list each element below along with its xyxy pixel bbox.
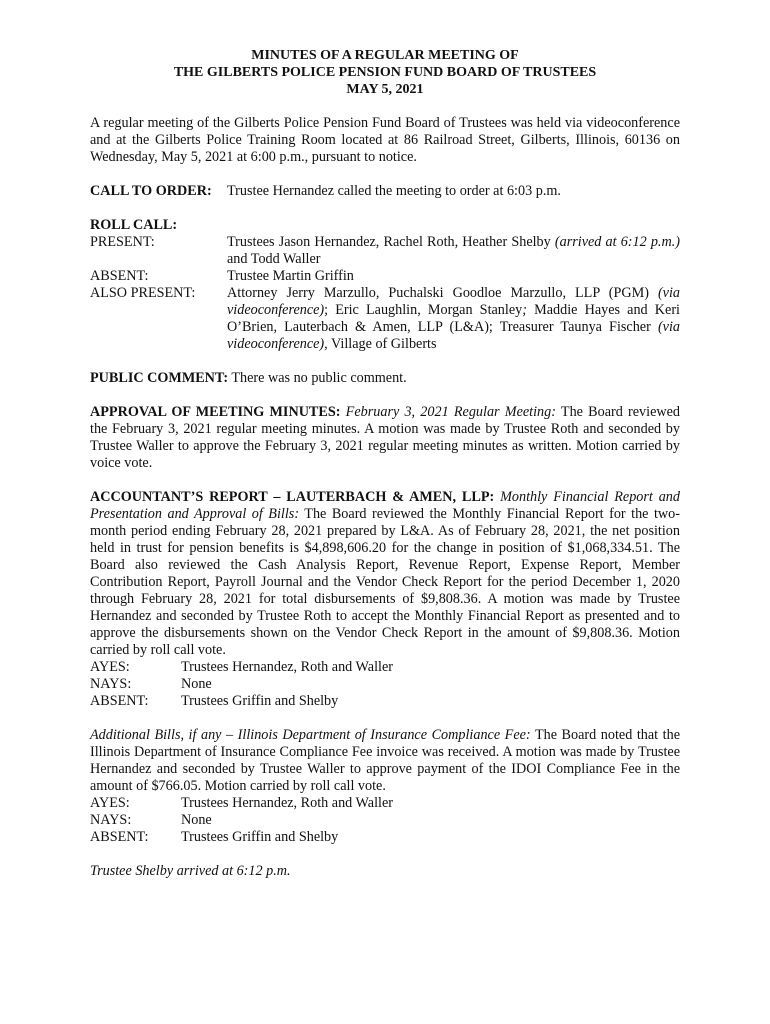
shelby-arrival-note: Trustee Shelby arrived at 6:12 p.m.: [90, 863, 291, 879]
also-part-7: , Village of Gilberts: [324, 336, 437, 352]
nays-text: None: [181, 676, 212, 692]
also-part-4: ;: [522, 302, 527, 318]
bills-absent-label: ABSENT:: [90, 829, 149, 845]
bills-ayes-label: AYES:: [90, 795, 130, 811]
accountant-nays: [90, 676, 680, 693]
additional-bills-subheading: Additional Bills, if any – Illinois Department of Insurance Compliance Fee:: [90, 727, 531, 743]
present-names: Trustees Jason Hernandez, Rachel Roth, Heather Shelby: [227, 234, 555, 250]
roll-call-section: [90, 217, 680, 353]
title-line-3: MAY 5, 2021: [346, 82, 424, 97]
ayes-label: AYES:: [90, 659, 130, 675]
absent-label: ABSENT:: [90, 268, 149, 284]
vote-absent-label: ABSENT:: [90, 693, 149, 709]
approval-text: The Board reviewed the February 3, 2021 regular meeting minutes. A motion was made by Trustee Roth and seconded by Trustee Waller to approve the February 3, 2021 regular meeting minutes as written. Motion carried by voice vote.: [90, 404, 681, 471]
also-part-6: (via videoconference): [227, 319, 680, 352]
vote-absent-text: Trustees Griffin and Shelby: [181, 693, 339, 709]
public-comment-text: There was no public comment.: [228, 370, 407, 386]
nays-label: NAYS:: [90, 676, 132, 692]
bills-absent-text: Trustees Griffin and Shelby: [181, 829, 339, 845]
also-part-3: ; Eric Laughlin, Morgan Stanley: [324, 302, 523, 318]
bills-nays: [90, 812, 680, 829]
accountant-label: ACCOUNTANT’S REPORT – LAUTERBACH & AMEN, LLP:: [90, 489, 495, 505]
call-to-order: [90, 183, 680, 200]
roll-call-absent: [90, 268, 680, 285]
approval-subheading: February 3, 2021 Regular Meeting:: [340, 404, 556, 420]
public-comment: [90, 370, 680, 387]
accountant-subheading: Monthly Financial Report and Presentation and Approval of Bills:: [90, 489, 680, 522]
call-to-order-text: Trustee Hernandez called the meeting to order at 6:03 p.m.: [227, 183, 561, 199]
intro-paragraph: A regular meeting of the Gilberts Police Pension Fund Board of Trustees was held via videoconference and at the Gilberts Police Training Room located at 86 Railroad Street, Gilberts, Illinois, 60136 on Wednesday, May 5, 2021 at 6:00 p.m., pursuant to notice.: [90, 115, 680, 165]
bills-ayes: [90, 795, 680, 812]
also-present-text: [227, 285, 680, 353]
document-title: [90, 47, 680, 98]
present-label: PRESENT:: [90, 234, 155, 250]
bills-nays-text: None: [181, 812, 212, 828]
approval-minutes: [90, 404, 680, 472]
also-part-1: Attorney Jerry Marzullo, Puchalski Goodloe Marzullo, LLP (PGM): [227, 285, 658, 301]
present-arrival-note: (arrived at 6:12 p.m.): [554, 234, 680, 250]
title-line-2: THE GILBERTS POLICE PENSION FUND BOARD OF TRUSTEES: [173, 65, 597, 80]
also-part-5: Maddie Hayes and Keri O’Brien, Lauterbach & Amen, LLP (L&A); Treasurer Taunya Fischer: [227, 302, 680, 335]
accountant-report: [90, 489, 680, 710]
absent-text: Trustee Martin Griffin: [227, 268, 354, 284]
accountant-paragraph: [90, 489, 680, 659]
roll-call-present: [90, 234, 680, 268]
also-present-label: ALSO PRESENT:: [90, 285, 196, 301]
additional-bills-paragraph: [90, 727, 680, 795]
ayes-text: Trustees Hernandez, Roth and Waller: [181, 659, 394, 675]
additional-bills-text: The Board noted that the Illinois Department of Insurance Compliance Fee invoice was received. A motion was made by Trustee Hernandez and seconded by Trustee Waller to approve payment of the IDOI Compliance Fee in the amount of $766.05. Motion carried by roll call vote.: [90, 727, 680, 794]
approval-label: APPROVAL OF MEETING MINUTES:: [90, 404, 341, 420]
public-comment-label: PUBLIC COMMENT:: [90, 370, 229, 386]
present-text: [227, 234, 680, 268]
bills-absent: [90, 829, 680, 846]
bills-nays-label: NAYS:: [90, 812, 132, 828]
bills-ayes-text: Trustees Hernandez, Roth and Waller: [181, 795, 394, 811]
present-names-2: and Todd Waller: [227, 251, 321, 267]
title-line-1: MINUTES OF A REGULAR MEETING OF: [251, 48, 519, 63]
accountant-text: The Board reviewed the Monthly Financial Report for the two-month period ending February 28, 2021 prepared by L&A. As of February 28, 2021, the net position held in trust for pension benefits is $4,898,606.20 for the change in position of $1,068,334.51. The Board also reviewed the Cash Analysis Report, Revenue Report, Expense Report, Member Contribution Report, Payroll Journal and the Vendor Check Report for the period December 1, 2020 through February 28, 2021 for total disbursements of $9,808.36. A motion was made by Trustee Hernandez and seconded by Trustee Roth to accept the Monthly Financial Report as presented and to approve the disbursements shown on the Vendor Check Report in the amount of $9,808.36. Motion carried by roll call vote.: [90, 506, 680, 658]
call-to-order-label: CALL TO ORDER:: [90, 183, 212, 199]
roll-call-heading: ROLL CALL:: [90, 217, 178, 233]
accountant-ayes: [90, 659, 680, 676]
also-part-2: (via videoconference): [227, 285, 680, 318]
accountant-absent: [90, 693, 680, 710]
additional-bills: [90, 727, 680, 846]
roll-call-also-present: [90, 285, 680, 353]
